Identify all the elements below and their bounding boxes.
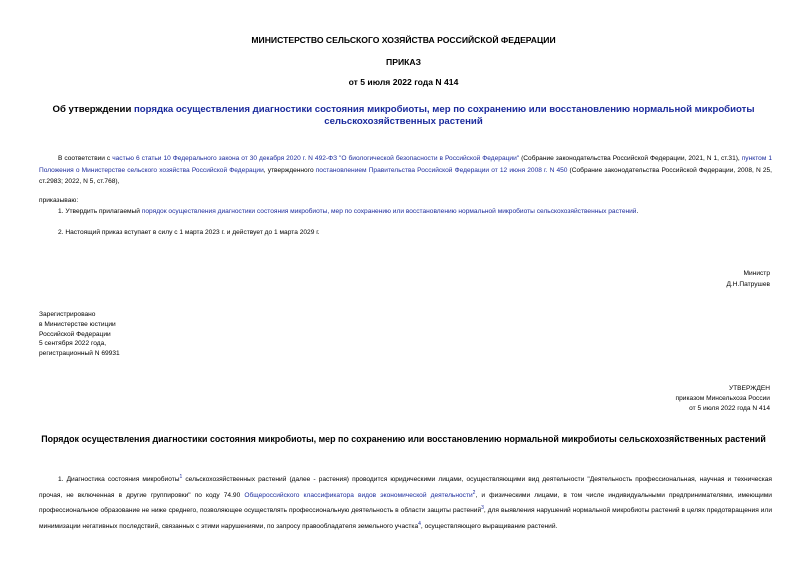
registration-line-3: Российской Федерации bbox=[39, 330, 111, 338]
doc-date-number: от 5 июля 2022 года N 414 bbox=[348, 77, 459, 87]
ministry-heading: МИНИСТЕРСТВО СЕЛЬСКОГО ХОЗЯЙСТВА РОССИЙСКОЙ ФЕДЕРАЦИИ bbox=[251, 35, 556, 45]
p1-text-c: , и физическими лицами, в том числе индивидуальными предпринимателями, имеющими профессиональное образование не ниже среднего, позволяющее осуществлять профессиональную деятельность в области защиты растений bbox=[39, 491, 772, 515]
registration-line-1: Зарегистрировано bbox=[39, 311, 96, 318]
preamble-text-3: , утвержденного bbox=[263, 166, 316, 174]
preamble-text-4: (Собрание законодательства Российской Федерации, 2008, N 25, ст.2983; 2022, N 5, ст.768), bbox=[39, 166, 772, 185]
procedure-paragraph-1 bbox=[39, 471, 772, 533]
procedure-link[interactable]: порядок осуществления диагностики состояния микробиоты, мер по сохранению или восстановлению нормальной микробиоты сельскохозяйственных растений bbox=[141, 208, 637, 215]
order-word: приказываю: bbox=[39, 197, 79, 204]
signature-position: Министр bbox=[743, 270, 770, 277]
government-decree-link[interactable]: постановлением Правительства Российской Федерации от 12 июня 2008 г. N 450 bbox=[315, 166, 568, 174]
registration-line-4: 5 сентября 2022 года, bbox=[39, 340, 107, 348]
title-link[interactable]: порядка осуществления диагностики состояния микробиоты, мер по сохранению или восстановлению нормальной микробиоты сельскохозяйственных растений bbox=[134, 104, 755, 127]
doc-type-heading: ПРИКАЗ bbox=[386, 57, 421, 67]
approval-line-2: приказом Минсельхоза России bbox=[675, 394, 770, 402]
footnote-3-link[interactable]: 3 bbox=[481, 505, 484, 512]
order-item-2: 2. Настоящий приказ вступает в силу с 1 марта 2023 г. и действует до 1 марта 2029 г. bbox=[58, 229, 320, 236]
p1-text-b: сельскохозяйственных растений (далее - растения) проводится юридическими лицами, осуществляющими вид деятельности "Деятельность профессиональная, научная и техническая прочая, не включенная в другие группировки" по коду 74.90 bbox=[39, 476, 773, 499]
signature-name: Д.Н.Патрушев bbox=[726, 281, 770, 288]
okved-link[interactable]: Общероссийского классификатора видов экономической деятельности bbox=[244, 491, 473, 499]
document-title bbox=[0, 104, 807, 128]
procedure-title: Порядок осуществления диагностики состояния микробиоты, мер по сохранению или восстановлению нормальной микробиоты сельскохозяйственных растений bbox=[41, 434, 766, 444]
p1-text-e: , осуществляющего выращивание растений. bbox=[420, 522, 558, 530]
approval-line-3: от 5 июля 2022 года N 414 bbox=[689, 404, 770, 412]
ministry-regulation-link[interactable]: пунктом 1 Положения о Министерстве сельского хозяйства Российской Федерации bbox=[39, 155, 772, 174]
federal-law-link[interactable]: частью 6 статьи 10 Федерального закона от 30 декабря 2020 г. N 492-ФЗ "О биологической безопасности в Российской Федерации" bbox=[112, 155, 520, 162]
item-1-prefix: 1. Утвердить прилагаемый bbox=[58, 208, 142, 215]
registration-block bbox=[39, 310, 120, 359]
title-prefix: Об утверждении bbox=[52, 104, 135, 115]
preamble-text-2: (Собрание законодательства Российской Федерации, 2021, N 1, ст.31), bbox=[519, 155, 742, 162]
registration-line-2: в Министерстве юстиции bbox=[39, 320, 116, 328]
approval-line-1: УТВЕРЖДЕН bbox=[728, 385, 770, 392]
approval-block bbox=[676, 384, 770, 413]
footnote-4-link[interactable]: 4 bbox=[418, 520, 421, 527]
preamble-paragraph bbox=[39, 153, 772, 188]
p1-text-a: 1. Диагностика состояния микробиоты bbox=[58, 476, 180, 484]
item-1-suffix: . bbox=[636, 208, 639, 215]
preamble-text-1: В соответствии с bbox=[58, 155, 113, 162]
registration-line-5: регистрационный N 69931 bbox=[39, 350, 120, 358]
order-item-1 bbox=[58, 206, 772, 218]
footnote-1-link[interactable]: 1 bbox=[179, 474, 183, 480]
footnote-2-link[interactable]: 2 bbox=[472, 489, 476, 496]
p1-text-d: , для выявления нарушений нормальной микробиоты растений в целях предотвращения или минимизации негативных последствий, связанных с этими нарушениями, по запросу правообладателя земельного участка bbox=[39, 507, 772, 530]
